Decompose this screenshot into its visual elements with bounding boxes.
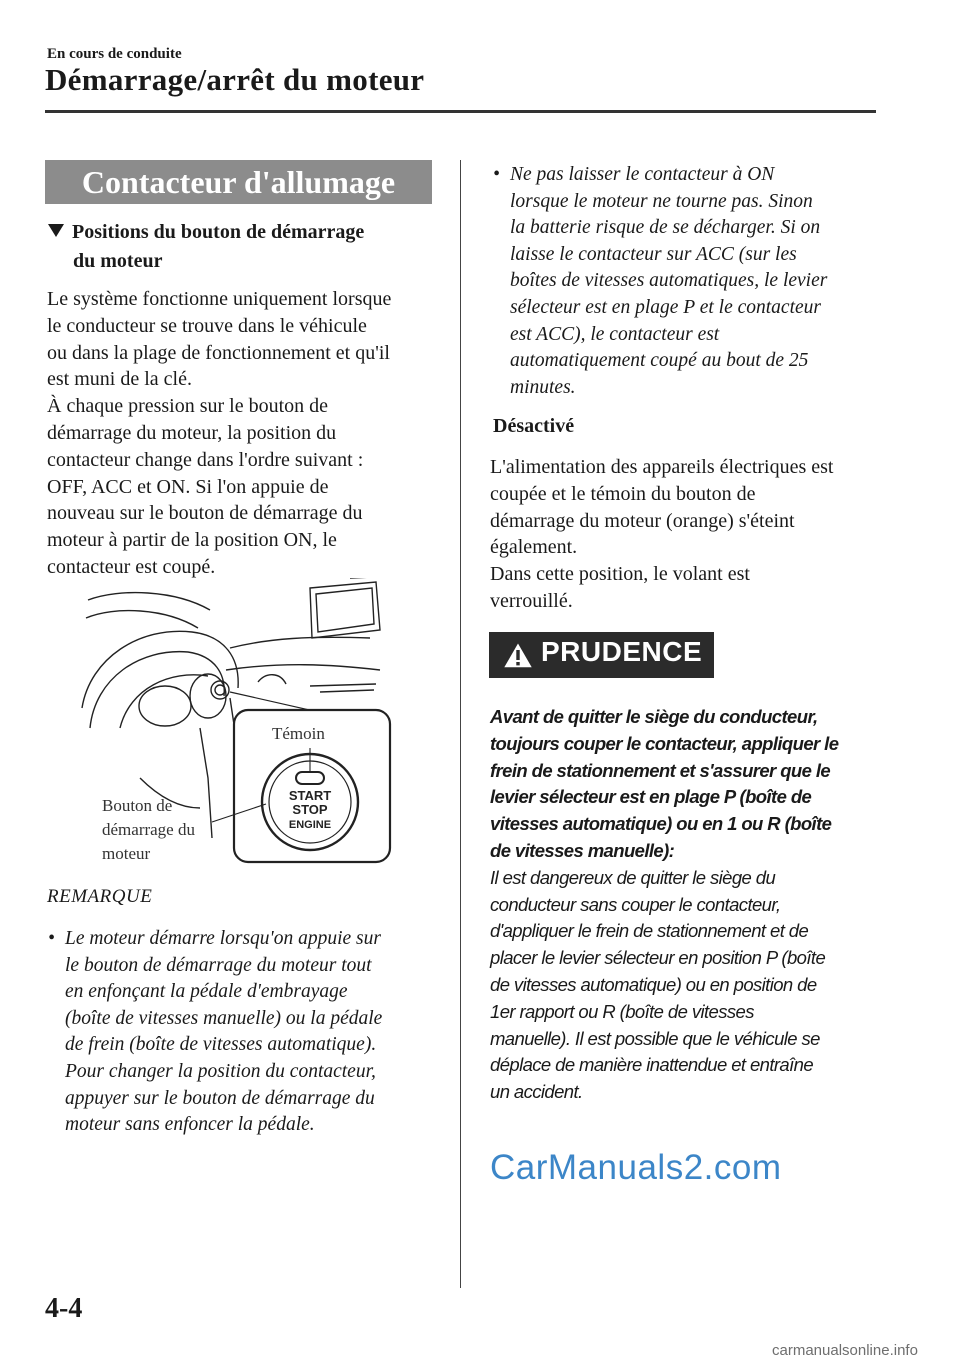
prudence-label: PRUDENCE bbox=[541, 636, 703, 667]
text-line: boîtes de vitesses automatiques, le levier bbox=[510, 270, 828, 292]
text-line: Dans cette position, le volant est bbox=[490, 563, 750, 586]
figure-label-line: démarrage du bbox=[102, 820, 195, 839]
warning-line: Il est dangereux de quitter le siège du bbox=[490, 866, 776, 888]
note-continuation bbox=[493, 162, 883, 401]
figure-label-line: moteur bbox=[102, 844, 151, 863]
running-header-section: En cours de conduite bbox=[47, 46, 182, 62]
text-line: Pour changer la position du contacteur, bbox=[65, 1060, 376, 1082]
text-line: contacteur est coupé. bbox=[47, 555, 216, 578]
bullet-icon: • bbox=[493, 164, 500, 185]
subheading-line: du moteur bbox=[73, 250, 163, 272]
figure-label-line: Bouton de bbox=[102, 796, 173, 815]
text-line: À chaque pression sur le bouton de bbox=[47, 395, 329, 418]
text-line: moteur à partir de la position ON, le bbox=[47, 529, 337, 552]
warning-bold-line: toujours couper le contacteur, appliquer le bbox=[490, 732, 839, 754]
header-rule bbox=[45, 110, 876, 113]
figure-label-bouton bbox=[102, 794, 195, 866]
text-line: le bouton de démarrage du moteur tout bbox=[65, 954, 372, 976]
warning-line: conducteur sans couper le contacteur, bbox=[490, 893, 781, 915]
text-line: verrouillé. bbox=[490, 589, 573, 612]
text-line: démarrage du moteur, la position du bbox=[47, 421, 337, 444]
warning-bold-line: frein de stationnement et s'assurer que le bbox=[490, 759, 831, 781]
remarque-body bbox=[48, 926, 436, 1139]
stop-label: STOP bbox=[292, 802, 328, 817]
figure-label-temoin: Témoin bbox=[272, 724, 325, 743]
desactive-title: Désactivé bbox=[493, 415, 575, 437]
remarque-title: REMARQUE bbox=[47, 886, 153, 907]
text-line: est muni de la clé. bbox=[47, 368, 192, 391]
text-line: L'alimentation des appareils électriques est bbox=[490, 456, 834, 478]
section-title: Contacteur d'allumage bbox=[45, 160, 432, 204]
text-line: OFF, ACC et ON. Si l'on appuie de bbox=[47, 475, 329, 498]
page-title: Démarrage/arrêt du moteur bbox=[45, 62, 425, 97]
text-line: nouveau sur le bouton de démarrage du bbox=[47, 502, 363, 525]
desactive-paragraph bbox=[490, 454, 885, 615]
warning-bold-line: levier sélecteur est en plage P (boîte de bbox=[490, 786, 812, 808]
text-line: coupée et le témoin du bouton de bbox=[490, 482, 756, 505]
subheading-line: Positions du bouton de démarrage bbox=[72, 221, 365, 243]
text-line: ou dans la plage de fonctionnement et qu'il bbox=[47, 341, 390, 364]
text-line: (boîte de vitesses manuelle) ou la pédale bbox=[65, 1007, 383, 1029]
text-line: la batterie risque de se décharger. Si on bbox=[510, 217, 821, 239]
warning-line: 1er rapport ou R (boîte de vitesses bbox=[490, 1000, 754, 1022]
text-line: contacteur change dans l'ordre suivant : bbox=[47, 448, 364, 471]
text-line: moteur sans enfoncer la pédale. bbox=[65, 1114, 315, 1136]
watermark: CarManuals2.com bbox=[490, 1148, 782, 1187]
warning-line: de vitesses automatique) ou en position de bbox=[490, 973, 817, 995]
subheading bbox=[48, 218, 433, 276]
text-line: Le moteur démarre lorsqu'on appuie sur bbox=[65, 928, 381, 949]
warning-line: un accident. bbox=[490, 1081, 583, 1103]
warning-line: d'appliquer le frein de stationnement et de bbox=[490, 920, 809, 942]
prudence-banner bbox=[489, 632, 714, 678]
text-line: de frein (boîte de vitesses automatique). bbox=[65, 1034, 377, 1056]
triangle-marker-icon bbox=[48, 224, 64, 237]
text-line: en enfonçant la pédale d'embrayage bbox=[65, 981, 348, 1003]
text-line: automatiquement coupé au bout de 25 bbox=[510, 350, 809, 372]
text-line: laisse le contacteur sur ACC (sur les bbox=[510, 243, 797, 265]
warning-bold-line: de vitesses manuelle): bbox=[490, 839, 675, 861]
footer-watermark: carmanualsonline.info bbox=[772, 1342, 918, 1359]
text-line: Le système fonctionne uniquement lorsque bbox=[47, 288, 392, 310]
text-line: Ne pas laisser le contacteur à ON bbox=[510, 164, 775, 185]
text-line: démarrage du moteur (orange) s'éteint bbox=[490, 509, 795, 532]
warning-line: placer le levier sélecteur en position P (boîte bbox=[490, 947, 826, 969]
warning-bold-line: vitesses automatique) ou en 1 ou R (boîte bbox=[490, 813, 832, 835]
start-label: START bbox=[288, 788, 332, 803]
warning-text bbox=[490, 704, 885, 1106]
warning-line: déplace de manière inattendue et entraîne bbox=[490, 1054, 814, 1076]
warning-line: manuelle). Il est possible que le véhicule se bbox=[490, 1027, 820, 1049]
engine-label: ENGINE bbox=[288, 819, 332, 831]
page-number: 4-4 bbox=[45, 1293, 83, 1324]
intro-paragraph bbox=[47, 286, 442, 581]
text-line: le conducteur se trouve dans le véhicule bbox=[47, 314, 367, 337]
text-line: sélecteur est en plage P et le contacteur bbox=[510, 296, 821, 318]
bullet-icon: • bbox=[48, 928, 55, 949]
text-line: lorsque le moteur ne tourne pas. Sinon bbox=[510, 190, 813, 212]
column-divider bbox=[460, 160, 461, 1288]
text-line: également. bbox=[490, 536, 578, 559]
warning-triangle-icon bbox=[501, 640, 535, 670]
text-line: appuyer sur le bouton de démarrage du bbox=[65, 1087, 375, 1109]
text-line: minutes. bbox=[510, 376, 576, 398]
warning-bold-line: Avant de quitter le siège du conducteur, bbox=[490, 706, 818, 727]
text-line: est ACC), le contacteur est bbox=[510, 323, 720, 345]
